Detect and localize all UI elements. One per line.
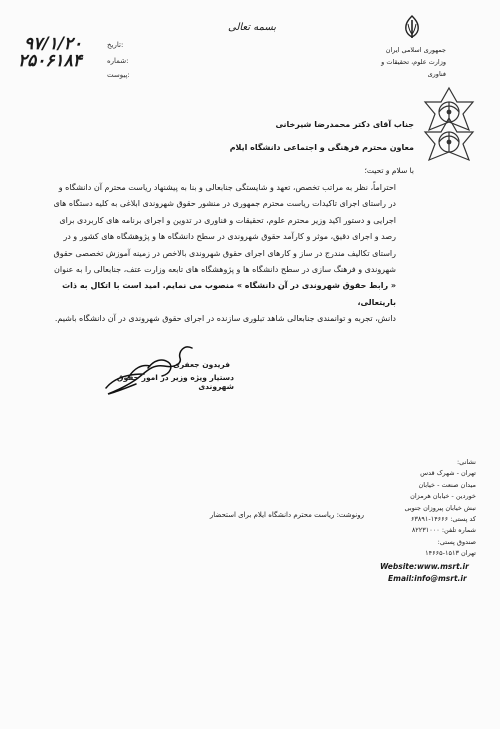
number-label: شماره: bbox=[107, 57, 129, 65]
body-line: « رابط حقوق شهروندی در آن دانشگاه » منصوب می نمایم. امید است با اتکال به ذات باریتعالی، bbox=[62, 281, 396, 307]
attachment-label: پیوست: bbox=[107, 71, 130, 79]
date-value: ۹۷/۱/۲۰ bbox=[24, 34, 83, 54]
bismillah: بسمه تعالی bbox=[228, 22, 277, 33]
footer-line: میدان صنعت - خیابان bbox=[418, 480, 476, 489]
footer-line: تهران ۱۵۱۳-۱۴۶۶۵ bbox=[425, 549, 476, 558]
footer-line: تهران - شهرک قدس bbox=[420, 469, 476, 478]
footer-email: Email:info@msrt.ir bbox=[388, 574, 467, 583]
ministry-line-2: وزارت علوم، تحقیقات و فناوری bbox=[381, 58, 446, 78]
recipient-name: جناب آقای دکتر محمدرضا شیرخانی bbox=[275, 120, 414, 129]
body-line: راستای تکالیف مندرج در ساز و کارهای اجرای حقوق شهروندی بالاخص در زمینه آموزش تخصصی حقوق bbox=[53, 248, 396, 258]
ornament-star-icon bbox=[417, 84, 481, 166]
ministry-name bbox=[362, 44, 446, 80]
body-line: اجرایی و دستور اکید وزیر محترم علوم، تحقیقات و فناوری در تدوین و اجرای برنامه های کاربردی برای bbox=[59, 215, 396, 225]
signatory-name: فریدون جعفری bbox=[173, 360, 230, 369]
signatory-title: دستیار ویژه وزیر در امور حقوق شهروندی bbox=[116, 373, 234, 391]
recipient-title: معاون محترم فرهنگی و اجتماعی دانشگاه ایلام bbox=[229, 143, 414, 152]
body-line: شهروندی و فرهنگ سازی در سطح دانشگاه ها و پژوهشگاه های تابعه وزارت عتف، جنابعالی را به عنوان bbox=[53, 265, 396, 275]
footer-line: صندوق پستی: bbox=[437, 537, 476, 546]
footer-line: خوردین - خیابان هرمزان bbox=[410, 492, 476, 501]
greeting: با سلام و تحیت؛ bbox=[364, 166, 414, 175]
ministry-line-1: جمهوری اسلامی ایران bbox=[385, 46, 446, 54]
handwritten-signature bbox=[88, 338, 208, 402]
iran-emblem-icon bbox=[401, 14, 423, 40]
footer-line: نشانی: bbox=[456, 458, 476, 466]
date-label: تاریخ: bbox=[107, 41, 124, 49]
body-line: دانش، تجربه و توانمندی جنابعالی شاهد تبلوری سازنده در اجرای حقوق شهروندی در آن دانشگاه باشیم. bbox=[54, 314, 396, 324]
letter-body bbox=[32, 180, 396, 328]
cc-line: رونوشت: ریاست محترم دانشگاه ایلام برای استحضار bbox=[209, 511, 364, 519]
body-line: احتراماً، نظر به مراتب تخصص، تعهد و شایستگی جنابعالی و بنا به پیشنهاد ریاست محترم آن دانشگاه و bbox=[58, 183, 396, 192]
footer-website: Website:www.msrt.ir bbox=[380, 562, 469, 571]
footer-line: کد پستی: ۱۴۶۶۶-۶۳۸۹۱ bbox=[410, 515, 476, 524]
footer-line: شماره تلفن: ۸۲۲۳۱۰۰۰ bbox=[411, 526, 476, 535]
body-line: در راستای اجرای تاکیدات ریاست محترم جمهوری در منشور حقوق شهروندی ابلاغی به کلیه دستگاه های bbox=[53, 199, 396, 209]
footer-line: نبش خیابان پیروزان جنوبی bbox=[404, 503, 476, 512]
body-line: رصد و اجرای دقیق، موثر و کارآمد حقوق شهروندی در سطح دانشگاه ها و پژوهشگاه های کشور و در bbox=[63, 232, 396, 242]
number-value: ۲۵۰۶۱۸۴ bbox=[18, 51, 82, 71]
footer-address bbox=[380, 457, 476, 560]
